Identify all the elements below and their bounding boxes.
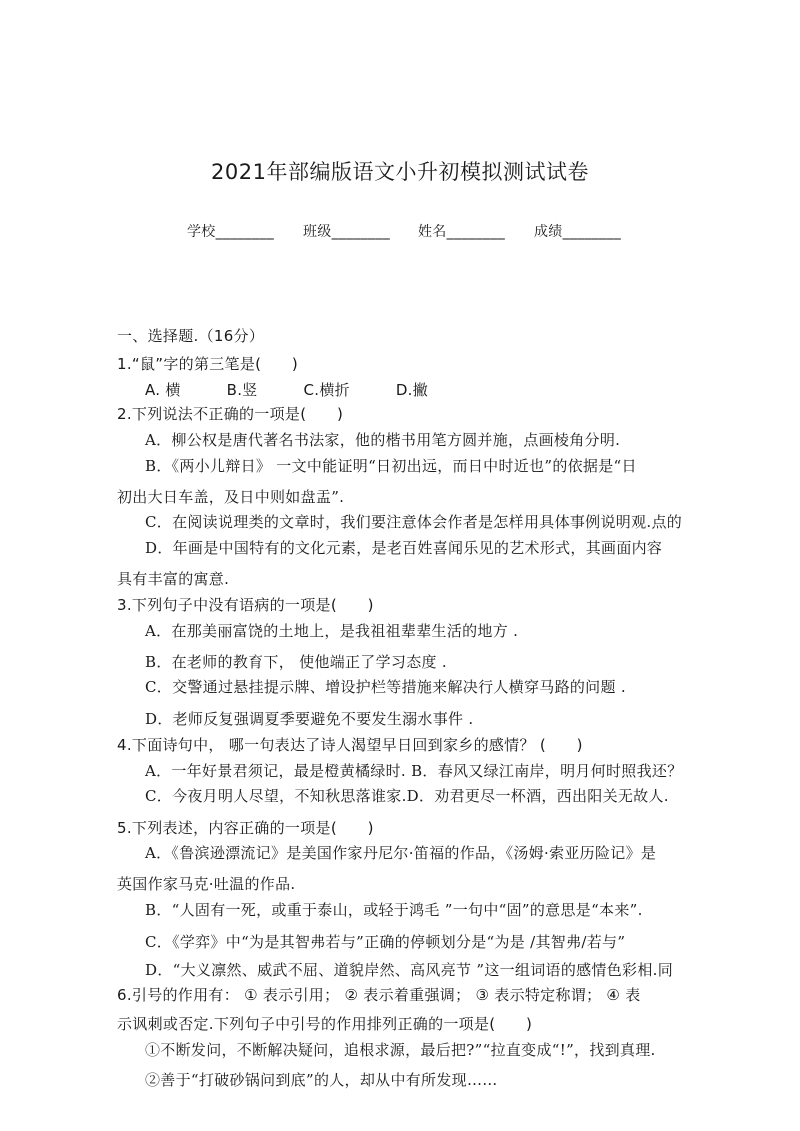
question-options: A. 横 B.竖 C.横折 D.撇 [145, 381, 429, 399]
question-option-continuation: 具有丰富的寓意. [117, 570, 230, 588]
question-stem: 6.引号的作用有： ① 表示引用； ② 表示着重强调； ③ 表示特定称谓； ④ 表 [117, 986, 641, 1004]
question-stem: 2.下列说法不正确的一项是( ) [117, 405, 344, 423]
sentence-item: ①不断发问，不断解决疑问，追根求源，最后把?”“拉直变成“!”，找到真理. [145, 1041, 656, 1059]
question-option: D．“大义凛然、威武不屈、道貌岸然、高风亮节 ”这一组词语的感情色彩相.同 [145, 961, 674, 979]
question-stem: 4.下面诗句中， 哪一句表达了诗人渴望早日回到家乡的感情？ ( ) [117, 736, 583, 754]
question-stem: 5.下列表述，内容正确的一项是( ) [117, 819, 374, 837]
section-heading: 一、选择题.（16分） [117, 327, 265, 345]
question-option: C．在阅读说理类的文章时，我们要注意体会作者是怎样用具体事例说明观.点的 [145, 513, 683, 531]
question-option: D．老师反复强调夏季要避免不要发生溺水事件 . [145, 710, 474, 728]
question-option: A．柳公权是唐代著名书法家，他的楷书用笔方圆并施，点画棱角分明. [145, 431, 621, 449]
question-option: B．在老师的教育下， 使他端正了学习态度 . [145, 653, 447, 671]
question-option: B．“人固有一死，或重于泰山，或轻于鸿毛 ”一句中“固”的意思是“本来”. [145, 901, 643, 919]
question-option: C．《学弈》中“为是其智弗若与”正确的停顿划分是“为是 /其智弗/若与” [145, 933, 626, 951]
question-option: D．年画是中国特有的文化元素，是老百姓喜闻乐见的艺术形式，其画面内容 [145, 539, 663, 557]
question-stem-continuation: 示讽刺或否定.下列句子中引号的作用排列正确的一项是( ) [117, 1015, 533, 1033]
score-field: 成绩________ [534, 224, 621, 240]
question-option: C．今夜月明人尽望，不知秋思落谁家.D．劝君更尽一杯酒，西出阳关无故人. [145, 787, 669, 805]
name-field: 姓名________ [418, 224, 505, 240]
question-stem: 3.下列句子中没有语病的一项是( ) [117, 596, 374, 614]
question-option-continuation: 初出大日车盖，及日中则如盘盂”. [117, 488, 345, 506]
question-option: B．《两小儿辩日》 一文中能证明“日初出远，而日中时近也”的依据是“日 [145, 457, 637, 475]
question-option: A．在那美丽富饶的土地上，是我祖祖辈辈生活的地方 . [145, 622, 519, 640]
class-field: 班级________ [303, 224, 390, 240]
sentence-item: ②善于“打破砂锅问到底”的人，却从中有所发现…… [145, 1071, 498, 1089]
question-option: A．《鲁滨逊漂流记》是美国作家丹尼尔·笛福的作品，《汤姆·索亚历险记》是 [145, 844, 657, 862]
question-option-continuation: 英国作家马克·吐温的作品. [117, 875, 296, 893]
school-field: 学校________ [187, 224, 274, 240]
page-title: 2021年部编版语文小升初模拟测试试卷 [211, 160, 589, 184]
question-stem: 1.“鼠”字的第三笔是( ) [117, 355, 299, 373]
question-option: C．交警通过悬挂提示牌、增设护栏等措施来解决行人横穿马路的问题 . [145, 678, 626, 696]
question-option: A．一年好景君须记，最是橙黄橘绿时. B．春风又绿江南岸，明月何时照我还？ [145, 762, 683, 780]
